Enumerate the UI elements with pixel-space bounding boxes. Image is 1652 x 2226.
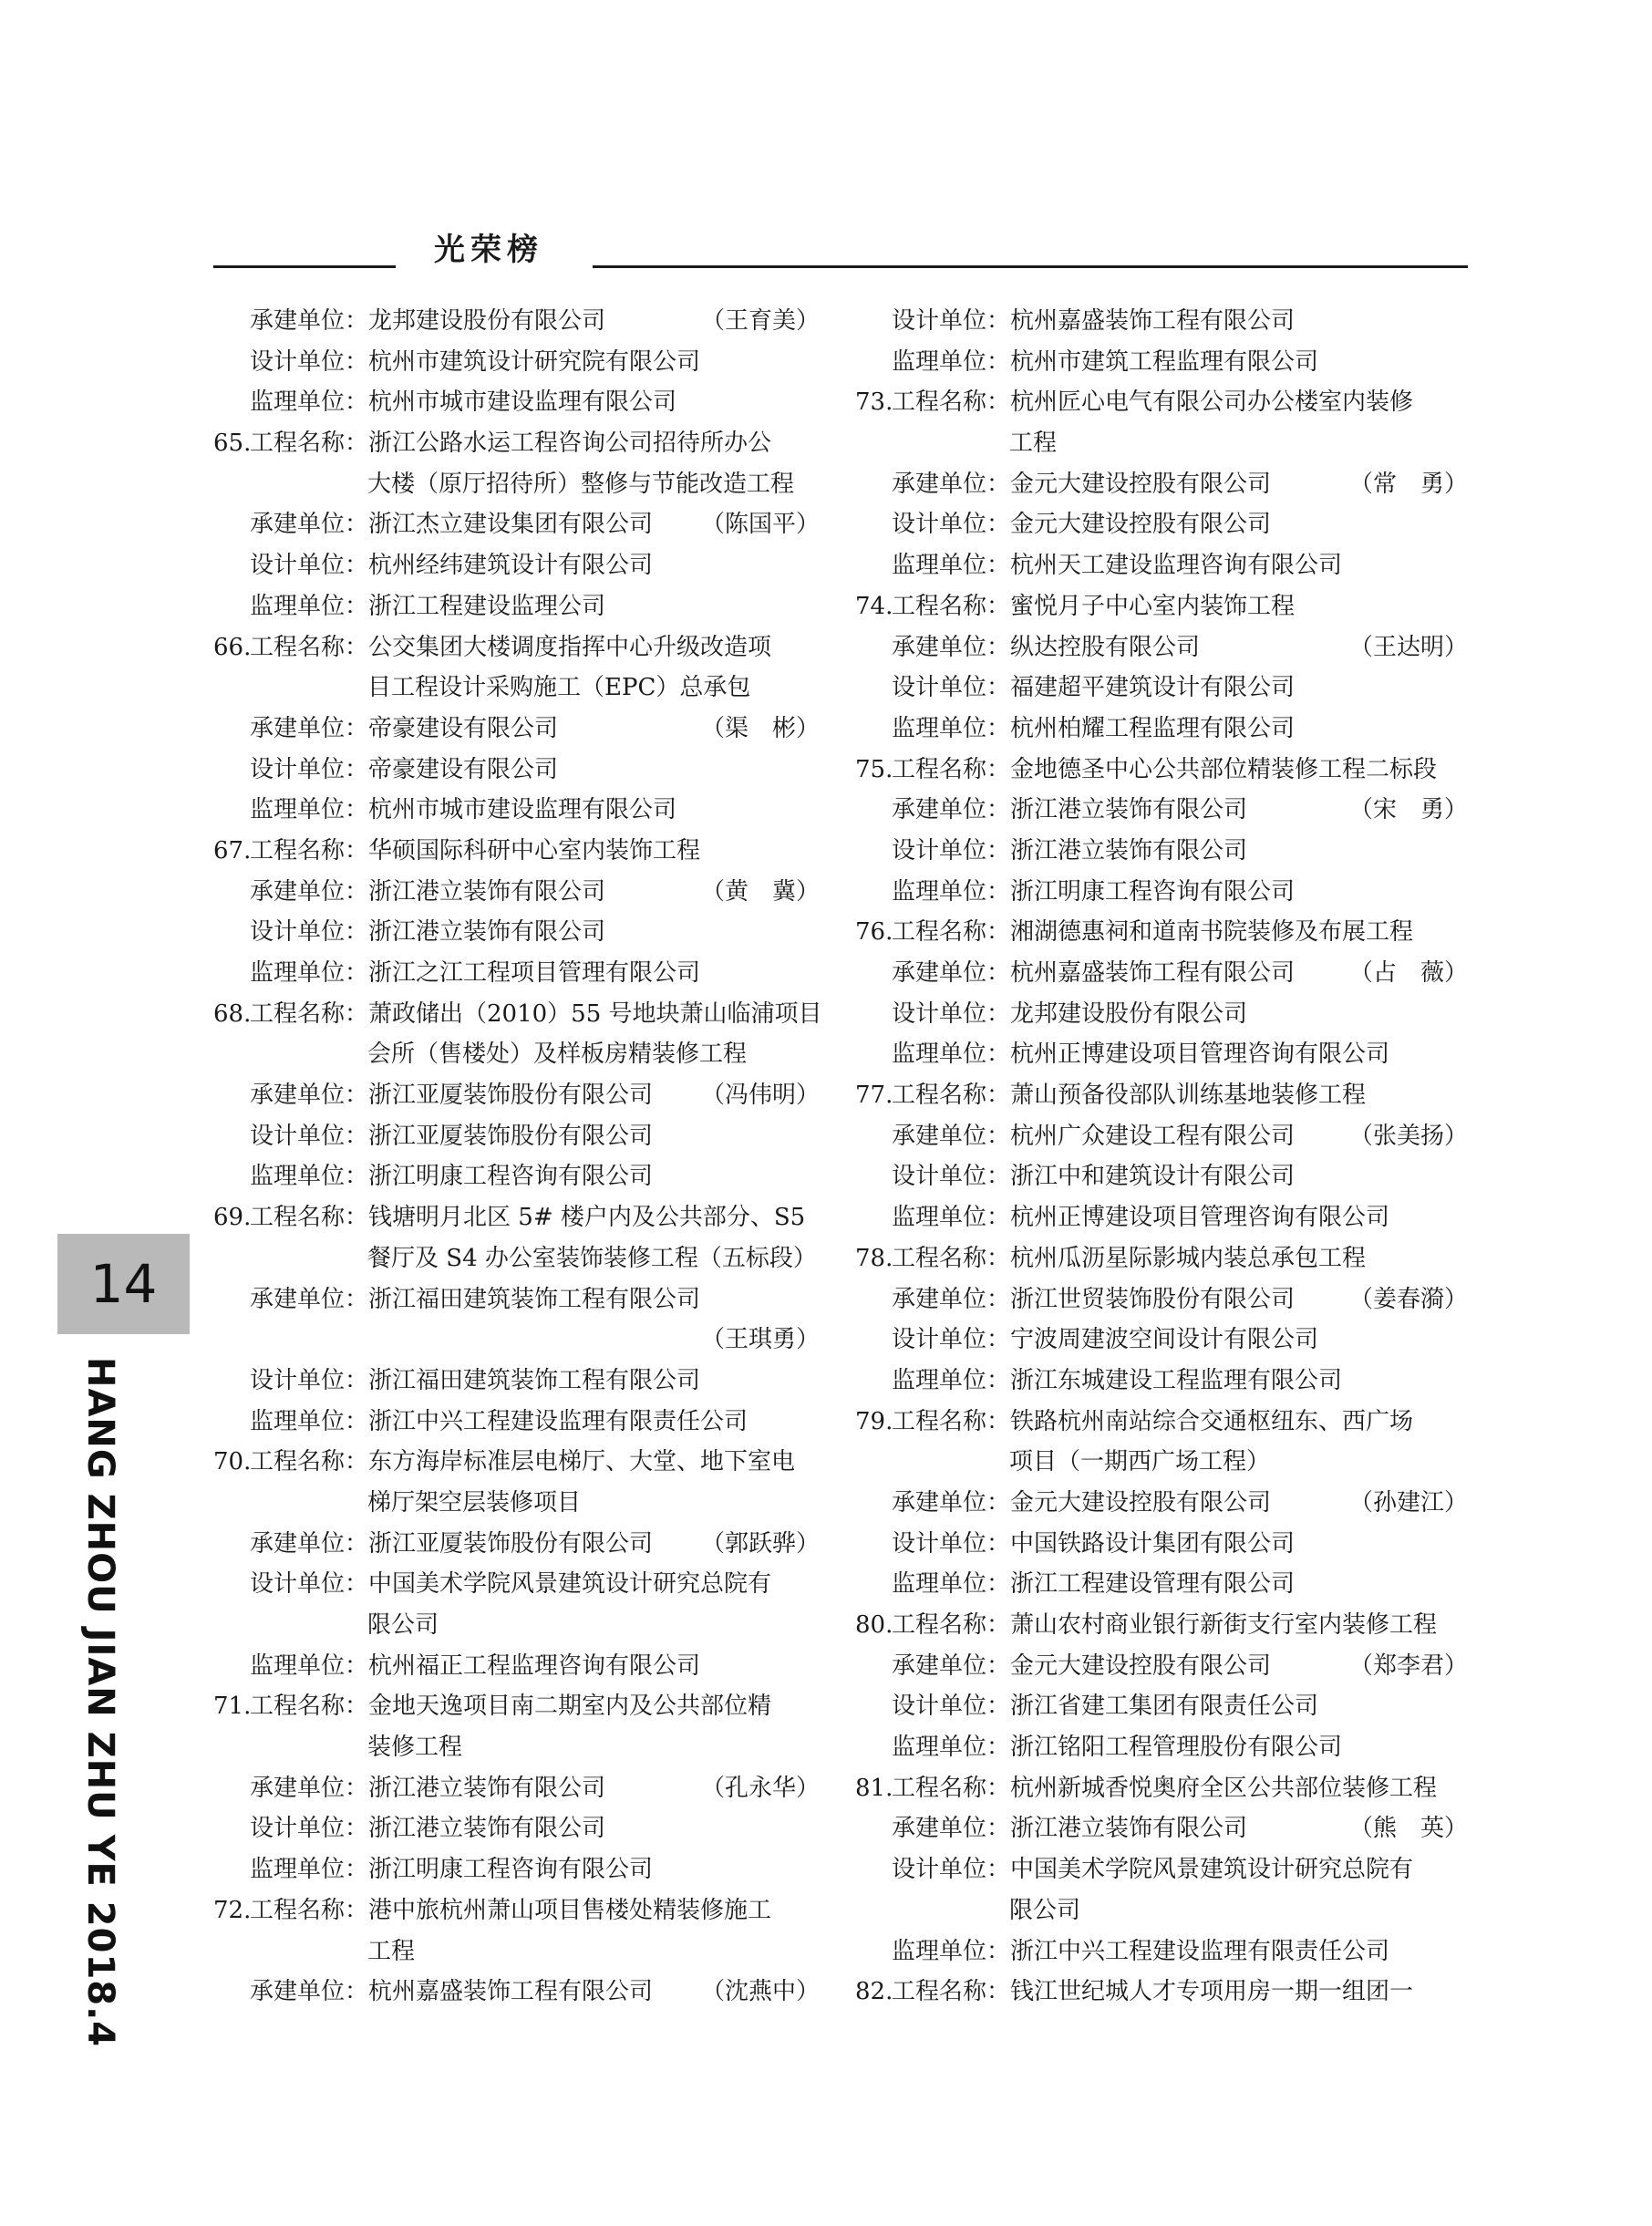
project-name: 浙江公路水运工程咨询公司招待所办公 (368, 430, 772, 458)
field-label: 承建单位： (892, 796, 1011, 824)
unit-line (855, 1361, 1468, 1402)
unit-name: 浙江港立装饰有限公司 (1010, 1815, 1248, 1843)
field-label: 监理单位： (250, 1651, 369, 1680)
page-header (0, 0, 1652, 274)
project-name: 港中旅杭州萧山项目售楼处精装修施工 (368, 1896, 772, 1924)
person-name: （熊 英） (1348, 1815, 1468, 1843)
person-name: （常 勇） (1348, 470, 1468, 498)
unit-line (213, 504, 820, 545)
continuation-line (213, 1605, 820, 1646)
person-name: （郭跃骅） (700, 1529, 820, 1558)
continuation-line (213, 1238, 820, 1279)
field-label: 设计单位： (250, 1366, 369, 1394)
unit-line (855, 1931, 1468, 1972)
field-label: 监理单位： (250, 388, 369, 417)
field-label: 工程名称： (250, 999, 369, 1028)
person-name: （占 薇） (1348, 959, 1468, 987)
unit-line (213, 709, 820, 750)
unit-line (855, 301, 1468, 342)
field-label: 承建单位： (250, 1285, 369, 1313)
unit-line (213, 586, 820, 627)
field-label: 承建单位： (892, 1651, 1011, 1680)
continuation-text: 梯厅架空层装修项目 (367, 1488, 582, 1517)
unit-name: 浙江明康工程咨询有限公司 (368, 1856, 654, 1884)
left-column (213, 301, 820, 2013)
field-label: 监理单位： (250, 1163, 369, 1191)
project-number: 65. (213, 430, 252, 458)
project-title-line (213, 423, 820, 464)
project-name: 金地德圣中心公共部位精装修工程二标段 (1010, 755, 1438, 783)
project-title-line (855, 1402, 1468, 1443)
person-name: （王达明） (1348, 633, 1468, 661)
project-number: 68. (213, 999, 252, 1028)
field-label: 设计单位： (892, 674, 1011, 702)
unit-line (213, 1116, 820, 1157)
project-number: 79. (855, 1407, 893, 1435)
project-name: 杭州匠心电气有限公司办公楼室内装修 (1010, 388, 1414, 417)
person-name: （孔永华） (700, 1774, 820, 1802)
unit-name: 浙江港立装饰有限公司 (368, 1774, 606, 1802)
continuation-line (855, 1442, 1468, 1483)
project-number: 67. (213, 836, 252, 865)
unit-name: 杭州正博建设项目管理咨询有限公司 (1010, 1041, 1390, 1069)
project-name: 钱塘明月北区 5# 楼户内及公共部分、S5 (368, 1204, 806, 1232)
unit-name: 浙江杰立建设集团有限公司 (368, 511, 654, 539)
unit-name: 金元大建设控股有限公司 (1010, 1651, 1272, 1680)
project-name: 东方海岸标准层电梯厅、大堂、地下室电 (368, 1448, 796, 1476)
continuation-text: 目工程设计采购施工（EPC）总承包 (367, 674, 751, 702)
unit-line (855, 1279, 1468, 1320)
unit-line (855, 1646, 1468, 1687)
project-number: 66. (213, 633, 252, 661)
unit-line (213, 1361, 820, 1402)
field-label: 承建单位： (250, 511, 369, 539)
person-name: （王琪勇） (700, 1326, 820, 1354)
unit-name: 浙江亚厦装饰股份有限公司 (368, 1082, 654, 1110)
person-name: （渠 彬） (700, 714, 820, 742)
person-name: （宋 勇） (1348, 796, 1468, 824)
unit-line (213, 301, 820, 342)
unit-name: 浙江中兴工程建设监理有限责任公司 (1010, 1937, 1390, 1965)
project-name: 萧山预备役部队训练基地装修工程 (1010, 1082, 1367, 1110)
continuation-text: 项目（一期西广场工程） (1009, 1448, 1271, 1476)
right-column (855, 301, 1468, 2013)
project-number: 72. (213, 1896, 252, 1924)
field-label: 承建单位： (250, 307, 369, 335)
unit-line (213, 1808, 820, 1849)
field-label: 设计单位： (250, 347, 369, 376)
unit-line (855, 668, 1468, 709)
unit-line (855, 1034, 1468, 1075)
unit-name: 浙江东城建设工程监理有限公司 (1010, 1366, 1343, 1394)
unit-name: 浙江港立装饰有限公司 (368, 918, 606, 947)
field-label: 监理单位： (250, 796, 369, 824)
project-name: 华硕国际科研中心室内装饰工程 (368, 836, 701, 865)
unit-line (855, 342, 1468, 383)
unit-line (213, 1972, 820, 2013)
field-label: 工程名称： (250, 1448, 369, 1476)
project-number: 81. (855, 1774, 893, 1802)
person-name: （黄 冀） (700, 877, 820, 906)
unit-line (855, 872, 1468, 913)
unit-line (213, 342, 820, 383)
unit-line (213, 912, 820, 953)
unit-name: 浙江亚厦装饰股份有限公司 (368, 1122, 654, 1150)
field-label: 监理单位： (892, 714, 1011, 742)
continuation-line (213, 1034, 820, 1075)
header-rule-left (213, 265, 396, 268)
person-name: （张美扬） (1348, 1122, 1468, 1150)
unit-name: 纵达控股有限公司 (1010, 633, 1201, 661)
field-label: 承建单位： (892, 1815, 1011, 1843)
project-name: 萧政储出（2010）55 号地块萧山临浦项目 (368, 999, 822, 1028)
field-label: 设计单位： (892, 307, 1011, 335)
field-label: 设计单位： (892, 1529, 1011, 1558)
person-name: （沈燕中） (700, 1978, 820, 2006)
field-label: 监理单位： (250, 1856, 369, 1884)
project-title-line (213, 627, 820, 668)
field-label: 监理单位： (892, 347, 1011, 376)
field-label: 设计单位： (250, 1815, 369, 1843)
unit-name: 金元大建设控股有限公司 (1010, 511, 1272, 539)
unit-line (213, 1849, 820, 1890)
unit-name: 浙江亚厦装饰股份有限公司 (368, 1529, 654, 1558)
field-label: 监理单位： (892, 1570, 1011, 1599)
continuation-line (213, 1727, 820, 1768)
unit-line (213, 1279, 820, 1320)
continuation-text: 餐厅及 S4 办公室装饰装修工程（五标段） (367, 1244, 817, 1272)
project-name: 金地天逸项目南二期室内及公共部位精 (368, 1693, 772, 1721)
unit-line (855, 709, 1468, 750)
unit-name: 浙江明康工程咨询有限公司 (1010, 877, 1296, 906)
field-label: 承建单位： (892, 1488, 1011, 1517)
field-label: 工程名称： (250, 1204, 369, 1232)
field-label: 设计单位： (892, 1856, 1011, 1884)
field-label: 承建单位： (892, 470, 1011, 498)
unit-line (855, 1483, 1468, 1524)
unit-line (213, 1156, 820, 1197)
project-title-line (213, 831, 820, 872)
project-title-line (855, 1605, 1468, 1646)
unit-name: 浙江港立装饰有限公司 (368, 877, 606, 906)
field-label: 承建单位： (250, 1978, 369, 2006)
project-name: 公交集团大楼调度指挥中心升级改造项 (368, 633, 772, 661)
unit-line (213, 790, 820, 831)
unit-name: 浙江明康工程咨询有限公司 (368, 1163, 654, 1191)
unit-line (855, 1156, 1468, 1197)
unit-name: 杭州嘉盛装饰工程有限公司 (368, 1978, 654, 2006)
unit-line (855, 831, 1468, 872)
field-label: 监理单位： (250, 959, 369, 987)
unit-name: 杭州嘉盛装饰工程有限公司 (1010, 307, 1296, 335)
field-label: 设计单位： (892, 1163, 1011, 1191)
person-name: （孙建江） (1348, 1488, 1468, 1517)
field-label: 承建单位： (250, 1082, 369, 1110)
continuation-line (213, 464, 820, 505)
unit-line (213, 1402, 820, 1443)
project-number: 75. (855, 755, 893, 783)
unit-name: 杭州正博建设项目管理咨询有限公司 (1010, 1204, 1390, 1232)
unit-line (855, 1524, 1468, 1565)
unit-name: 龙邦建设股份有限公司 (1010, 999, 1248, 1028)
unit-line (213, 1768, 820, 1809)
field-label: 承建单位： (892, 959, 1011, 987)
field-label: 工程名称： (892, 592, 1011, 620)
unit-line (855, 545, 1468, 586)
person-name: （郑李君） (1348, 1651, 1468, 1680)
field-label: 设计单位： (892, 836, 1011, 865)
unit-name: 中国美术学院风景建筑设计研究总院有 (1010, 1856, 1414, 1884)
project-number: 70. (213, 1448, 252, 1476)
unit-name: 浙江中兴工程建设监理有限责任公司 (368, 1407, 749, 1435)
field-label: 监理单位： (892, 1937, 1011, 1965)
project-title-line (855, 1972, 1468, 2013)
continuation-text: 大楼（原厅招待所）整修与节能改造工程 (367, 470, 795, 498)
unit-name: 宁波周建波空间设计有限公司 (1010, 1326, 1319, 1354)
continuation-text: 工程 (1009, 430, 1058, 458)
project-name: 萧山农村商业银行新街支行室内装修工程 (1010, 1611, 1438, 1639)
section-title: 光荣榜 (434, 232, 543, 268)
field-label: 设计单位： (250, 1122, 369, 1150)
unit-name: 杭州嘉盛装饰工程有限公司 (1010, 959, 1296, 987)
unit-line (213, 382, 820, 423)
field-label: 监理单位： (892, 877, 1011, 906)
unit-line (855, 1320, 1468, 1361)
unit-name: 浙江中和建筑设计有限公司 (1010, 1163, 1296, 1191)
field-label: 设计单位： (250, 552, 369, 580)
project-title-line (855, 1768, 1468, 1809)
unit-name: 福建超平建筑设计有限公司 (1010, 674, 1296, 702)
project-number: 69. (213, 1204, 252, 1232)
field-label: 承建单位： (250, 714, 369, 742)
project-title-line (213, 1442, 820, 1483)
continuation-text: 装修工程 (367, 1734, 463, 1762)
unit-name: 帝豪建设有限公司 (368, 714, 559, 742)
continuation-text: 工程 (367, 1937, 416, 1965)
unit-line (855, 1564, 1468, 1605)
field-label: 工程名称： (892, 918, 1011, 947)
field-label: 工程名称： (892, 1611, 1011, 1639)
field-label: 监理单位： (892, 1734, 1011, 1762)
journal-vertical-label: HANG ZHOU JIAN ZHU YE 2018.4 (79, 1357, 121, 2048)
unit-name: 中国铁路设计集团有限公司 (1010, 1529, 1296, 1558)
field-label: 工程名称： (892, 1082, 1011, 1110)
project-title-line (213, 1197, 820, 1238)
project-number: 74. (855, 592, 893, 620)
field-label: 监理单位： (250, 1407, 369, 1435)
field-label: 监理单位： (892, 1366, 1011, 1394)
unit-name: 金元大建设控股有限公司 (1010, 470, 1272, 498)
project-title-line (855, 1238, 1468, 1279)
unit-line (213, 872, 820, 913)
unit-line (213, 953, 820, 994)
unit-name: 龙邦建设股份有限公司 (368, 307, 606, 335)
field-label: 承建单位： (250, 877, 369, 906)
field-label: 承建单位： (892, 633, 1011, 661)
project-number: 76. (855, 918, 893, 947)
field-label: 工程名称： (250, 836, 369, 865)
project-title-line (213, 994, 820, 1035)
project-title-line (855, 750, 1468, 791)
field-label: 工程名称： (892, 755, 1011, 783)
field-label: 工程名称： (892, 1407, 1011, 1435)
project-name: 湘湖德惠祠和道南书院装修及布展工程 (1010, 918, 1414, 947)
unit-line (855, 953, 1468, 994)
project-name: 杭州新城香悦奥府全区公共部位装修工程 (1010, 1774, 1438, 1802)
project-number: 80. (855, 1611, 893, 1639)
field-label: 设计单位： (250, 755, 369, 783)
field-label: 工程名称： (250, 1693, 369, 1721)
project-number: 82. (855, 1978, 893, 2006)
unit-name: 帝豪建设有限公司 (368, 755, 559, 783)
unit-name: 浙江工程建设监理公司 (368, 592, 606, 620)
unit-name: 杭州天工建设监理咨询有限公司 (1010, 552, 1343, 580)
field-label: 设计单位： (250, 918, 369, 947)
unit-name: 杭州广众建设工程有限公司 (1010, 1122, 1296, 1150)
field-label: 监理单位： (892, 1204, 1011, 1232)
field-label: 设计单位： (892, 511, 1011, 539)
field-label: 工程名称： (250, 430, 369, 458)
unit-line (855, 1727, 1468, 1768)
unit-name: 浙江工程建设管理有限公司 (1010, 1570, 1296, 1599)
unit-name: 杭州市建筑设计研究院有限公司 (368, 347, 701, 376)
page-number: 14 (89, 1253, 158, 1315)
unit-name: 杭州柏耀工程监理有限公司 (1010, 714, 1296, 742)
unit-line (213, 1646, 820, 1687)
person-name: （姜春漪） (1348, 1285, 1468, 1313)
project-title-line (855, 1075, 1468, 1116)
project-name: 杭州瓜沥星际影城内装总承包工程 (1010, 1244, 1367, 1272)
field-label: 设计单位： (892, 1693, 1011, 1721)
unit-name: 浙江铭阳工程管理股份有限公司 (1010, 1734, 1343, 1762)
project-title-line (213, 1890, 820, 1931)
continuation-text: 限公司 (367, 1611, 439, 1639)
continuation-text: 限公司 (1009, 1896, 1081, 1924)
unit-line (855, 1686, 1468, 1727)
unit-name: 浙江省建工集团有限责任公司 (1010, 1693, 1319, 1721)
unit-name: 杭州市城市建设监理有限公司 (368, 796, 677, 824)
unit-name: 浙江福田建筑装饰工程有限公司 (368, 1285, 701, 1313)
project-number: 71. (213, 1693, 252, 1721)
unit-name: 杭州市城市建设监理有限公司 (368, 388, 677, 417)
unit-line (213, 1564, 820, 1605)
unit-name: 浙江港立装饰有限公司 (1010, 796, 1248, 824)
unit-line (855, 790, 1468, 831)
field-label: 监理单位： (892, 552, 1011, 580)
field-label: 设计单位： (892, 999, 1011, 1028)
field-label: 工程名称： (250, 1896, 369, 1924)
field-label: 工程名称： (250, 633, 369, 661)
unit-line (855, 1849, 1468, 1890)
unit-name: 金元大建设控股有限公司 (1010, 1488, 1272, 1517)
field-label: 工程名称： (892, 1774, 1011, 1802)
unit-name: 杭州福正工程监理咨询有限公司 (368, 1651, 701, 1680)
unit-name: 中国美术学院风景建筑设计研究总院有 (368, 1570, 772, 1599)
unit-name: 浙江世贸装饰股份有限公司 (1010, 1285, 1296, 1313)
project-title-line (855, 586, 1468, 627)
header-rule-right (593, 265, 1468, 268)
project-number: 73. (855, 388, 893, 417)
field-label: 设计单位： (892, 1326, 1011, 1354)
continuation-line (855, 423, 1468, 464)
project-title-line (855, 912, 1468, 953)
field-label: 承建单位： (250, 1774, 369, 1802)
project-title-line (213, 1686, 820, 1727)
unit-name: 浙江之江工程项目管理有限公司 (368, 959, 701, 987)
project-name: 铁路杭州南站综合交通枢纽东、西广场 (1010, 1407, 1414, 1435)
unit-line (855, 994, 1468, 1035)
person-name: （陈国平） (700, 511, 820, 539)
continuation-line (855, 1890, 1468, 1931)
field-label: 设计单位： (250, 1570, 369, 1599)
person-name: （王育美） (700, 307, 820, 335)
unit-name: 浙江港立装饰有限公司 (1010, 836, 1248, 865)
unit-line (213, 1524, 820, 1565)
unit-line (855, 627, 1468, 668)
field-label: 工程名称： (892, 1244, 1011, 1272)
unit-line (213, 1075, 820, 1116)
page-number-box (57, 1234, 190, 1334)
person-name: （冯伟明） (700, 1082, 820, 1110)
field-label: 承建单位： (892, 1285, 1011, 1313)
project-title-line (855, 382, 1468, 423)
field-label: 工程名称： (892, 388, 1011, 417)
unit-line (213, 545, 820, 586)
field-label: 承建单位： (892, 1122, 1011, 1150)
project-name: 蜜悦月子中心室内装饰工程 (1010, 592, 1296, 620)
unit-name: 浙江福田建筑装饰工程有限公司 (368, 1366, 701, 1394)
unit-line (855, 464, 1468, 505)
unit-line (855, 504, 1468, 545)
unit-line (855, 1116, 1468, 1157)
project-number: 77. (855, 1082, 893, 1110)
field-label: 监理单位： (250, 592, 369, 620)
unit-line (855, 1808, 1468, 1849)
project-number: 78. (855, 1244, 893, 1272)
unit-name: 浙江港立装饰有限公司 (368, 1815, 606, 1843)
field-label: 承建单位： (250, 1529, 369, 1558)
continuation-text: 会所（售楼处）及样板房精装修工程 (367, 1041, 748, 1069)
continuation-line (213, 668, 820, 709)
unit-line (855, 1197, 1468, 1238)
project-name: 钱江世纪城人才专项用房一期一组团一 (1010, 1978, 1414, 2006)
unit-name: 杭州市建筑工程监理有限公司 (1010, 347, 1319, 376)
field-label: 监理单位： (892, 1041, 1011, 1069)
person-line (213, 1320, 820, 1361)
continuation-line (213, 1931, 820, 1972)
unit-line (213, 750, 820, 791)
field-label: 工程名称： (892, 1978, 1011, 2006)
continuation-line (213, 1483, 820, 1524)
unit-name: 杭州经纬建筑设计有限公司 (368, 552, 654, 580)
